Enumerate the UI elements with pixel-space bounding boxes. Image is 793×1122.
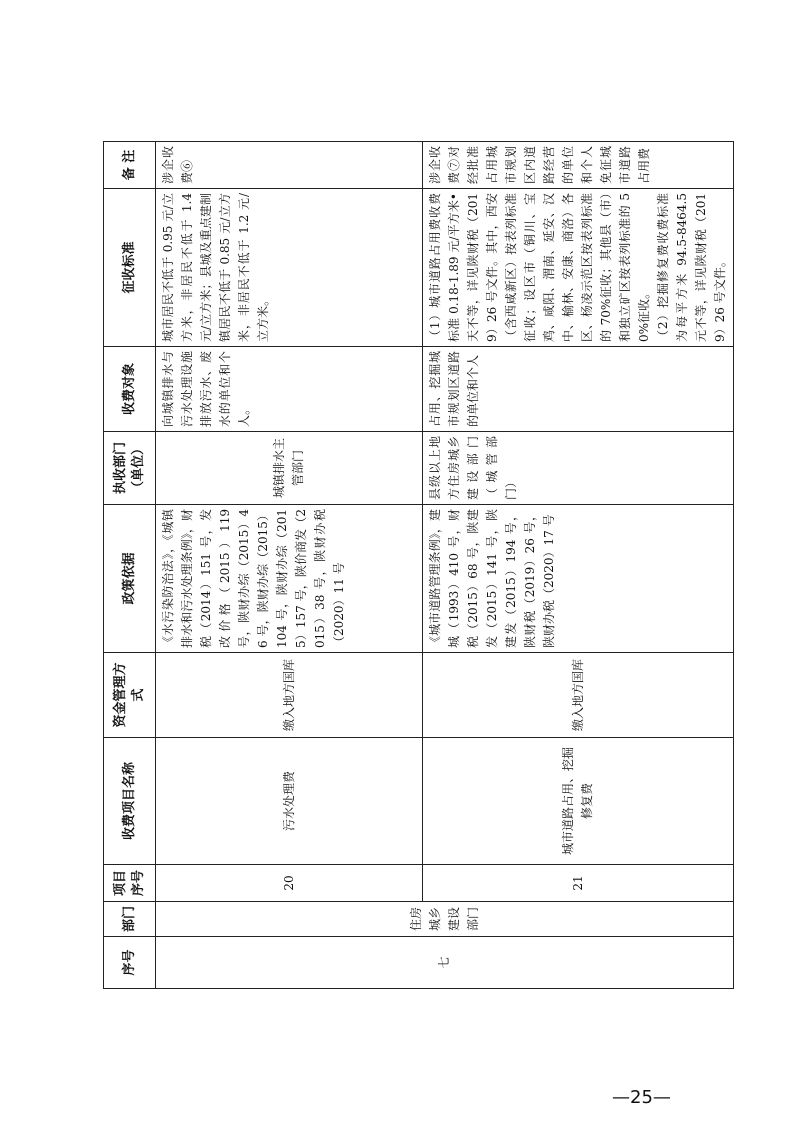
rotated-table-wrapper	[103, 142, 727, 989]
row-20-remark: 涉企收费⑥	[156, 142, 423, 189]
fee-table	[103, 141, 734, 989]
row-20-item-seq: 20	[156, 865, 423, 902]
row-21-collector: 县级以上地方住房城乡建设部门（城管部门）	[423, 432, 734, 505]
header-item-name: 收费项目名称	[104, 738, 156, 865]
row-21-item-name: 城市道路占用、挖掘修复费	[423, 738, 734, 865]
group-dept: 住房城乡建设部门	[156, 902, 734, 937]
row-21-remark: 涉企收费⑦对经批准占用城市规划区内道路经营的单位和个人免征城市道路占用费	[423, 142, 734, 189]
row-21-standard-part-2: （2）挖掘修复费收费标准为每平方米 94.5-8464.5 元不等，详见陕财税（2019）26 号文件。	[656, 193, 727, 342]
header-item-seq: 项目序号	[104, 865, 156, 902]
row-20-policy: 《水污染防治法》，《城镇排水和污水处理条例》，财税（2014）151 号，发改价格（2015）119 号，陕财办综（2015）46 号，陕财办综（2015）104 号，陕财办综（2015）157 号，陕价商发（2015）38 号，陕财办税（2020）11 号	[156, 505, 423, 653]
header-fund-mgmt: 资金管理方式	[104, 653, 156, 738]
row-20-fund-mgmt: 缴入地方国库	[156, 653, 423, 738]
table-row-20	[156, 142, 423, 989]
row-20-collector: 城镇排水主管部门	[156, 432, 423, 505]
row-20-payer: 向城镇排水与污水处理设施排放污水、废水的单位和个人。	[156, 347, 423, 432]
row-21-standard-part-1: （1）城市道路占用费收费标准 0.18-1.89 元/平方米•天不等，详见陕财税（2019）26 号文件。其中，西安（含西咸新区）按表列标准征收；设区市（铜川、宝鸡、咸阳、渭南、延安、汉中、榆林、安康、商洛）各区、杨凌示范区按表列标准的 70%征收；其他县（市）和独立矿区按表列标准的 50%征收。	[428, 193, 651, 342]
header-standard: 征收标准	[104, 189, 156, 347]
header-remark: 备 注	[104, 142, 156, 189]
row-20-item-name: 污水处理费	[156, 738, 423, 865]
header-policy: 政策依据	[104, 505, 156, 653]
row-21-standard	[423, 189, 734, 347]
row-21-fund-mgmt: 缴入地方国库	[423, 653, 734, 738]
header-payer: 收费对象	[104, 347, 156, 432]
row-21-item-seq: 21	[423, 865, 734, 902]
row-21-policy: 《城市道路管理条例》，建城（1993）410 号，财税（2015）68 号，陕建发（2015）141 号，陕建发（2015）194 号，陕财税（2019）26 号，陕财办税（2020）17 号	[423, 505, 734, 653]
header-collector: 执收部门（单位）	[104, 432, 156, 505]
page-number: —25—	[612, 1087, 671, 1108]
header-seq: 序号	[104, 937, 156, 989]
table-header-row	[104, 142, 156, 989]
row-21-payer: 占用、挖掘城市规划区道路的单位和个人	[423, 347, 734, 432]
table-row-21	[423, 142, 734, 989]
row-20-standard: 城市居民不低于 0.95 元/立方米，非居民不低于 1.4 元/立方米；县城及重点建制镇居民不低于 0.85 元/立方米，非居民不低于 1.2 元/立方米。	[156, 189, 423, 347]
group-seq: 七	[156, 937, 734, 989]
header-dept: 部门	[104, 902, 156, 937]
